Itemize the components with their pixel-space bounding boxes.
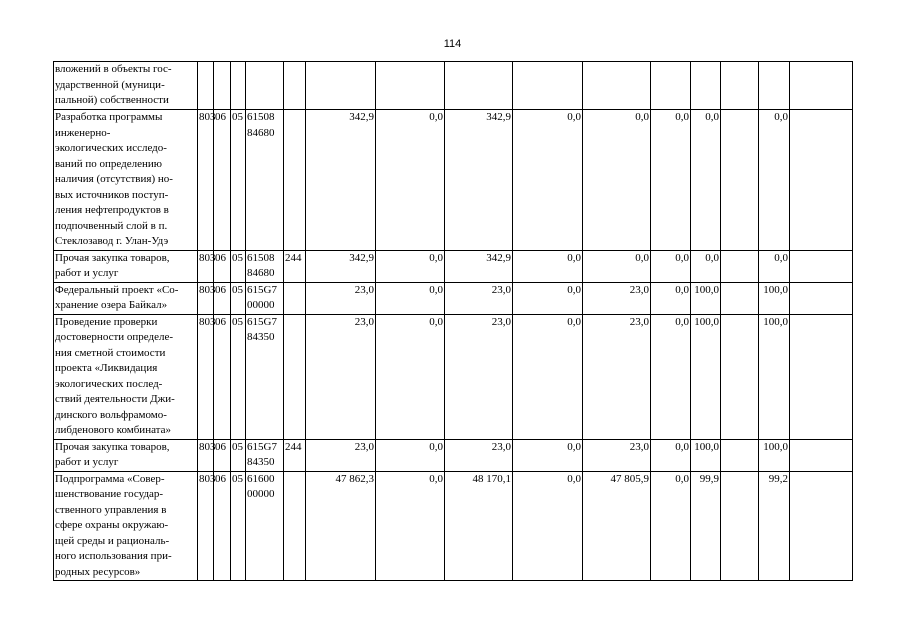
expense-type-cell — [284, 62, 306, 110]
subsection-code-cell: 05 — [231, 110, 246, 251]
value-cell-3 — [445, 62, 513, 110]
row-name-cell: Проведение проверки достоверности определе- ния сметной стоимости проекта «Ликвидация экологических послед- ствий деятельности Джи- динского вольфрамомо- либденового комбината» — [54, 314, 198, 439]
value-cell-7: 0,0 — [691, 250, 721, 282]
value-cell-3: 342,9 — [445, 250, 513, 282]
value-cell-9: 100,0 — [759, 314, 790, 439]
section-code-cell: 06 — [214, 250, 231, 282]
row-name-cell: Федеральный проект «Со- хранение озера Байкал» — [54, 282, 198, 314]
value-cell-7: 0,0 — [691, 110, 721, 251]
target-article-cell: 61508 84680 — [246, 250, 284, 282]
value-cell-3: 342,9 — [445, 110, 513, 251]
section-code-cell: 06 — [214, 314, 231, 439]
ministry-code-cell — [198, 62, 214, 110]
value-cell-3: 23,0 — [445, 314, 513, 439]
row-name-cell: Разработка программы инженерно- экологических исследо- ваний по определению наличия (отсутствия) но- вых источников поступ- ления нефтепродуктов в подпочвенный слой в п. Стеклозавод г. Улан-Удэ — [54, 110, 198, 251]
table-body — [54, 62, 853, 581]
value-cell-1: 23,0 — [306, 282, 376, 314]
value-cell-7: 100,0 — [691, 439, 721, 471]
ministry-code-cell: 803 — [198, 439, 214, 471]
value-cell-6: 0,0 — [651, 439, 691, 471]
value-cell-4: 0,0 — [513, 471, 583, 581]
value-cell-3: 48 170,1 — [445, 471, 513, 581]
value-cell-2: 0,0 — [376, 282, 445, 314]
row-name-cell: Подпрограмма «Совер- шенствование государ- ственного управления в сфере охраны окружаю- щей среды и рациональ- ного использования при- родных ресурсов» — [54, 471, 198, 581]
page-number: 114 — [443, 38, 462, 50]
value-cell-3: 23,0 — [445, 282, 513, 314]
value-cell-8 — [721, 314, 759, 439]
value-cell-8 — [721, 439, 759, 471]
section-code-cell — [214, 62, 231, 110]
value-cell-7: 99,9 — [691, 471, 721, 581]
value-cell-9: 100,0 — [759, 282, 790, 314]
value-cell-2 — [376, 62, 445, 110]
value-cell-5: 23,0 — [583, 439, 651, 471]
table-row — [54, 471, 853, 581]
section-code-cell: 06 — [214, 439, 231, 471]
value-cell-7 — [691, 62, 721, 110]
value-cell-7: 100,0 — [691, 282, 721, 314]
value-cell-6: 0,0 — [651, 314, 691, 439]
value-cell-4: 0,0 — [513, 439, 583, 471]
subsection-code-cell: 05 — [231, 250, 246, 282]
value-cell-1: 342,9 — [306, 250, 376, 282]
target-article-cell: 615G7 00000 — [246, 282, 284, 314]
value-cell-1 — [306, 62, 376, 110]
value-cell-9: 100,0 — [759, 439, 790, 471]
table-row — [54, 62, 853, 110]
value-cell-3: 23,0 — [445, 439, 513, 471]
value-cell-4: 0,0 — [513, 314, 583, 439]
table-row — [54, 110, 853, 251]
value-cell-2: 0,0 — [376, 439, 445, 471]
expense-type-cell — [284, 314, 306, 439]
value-cell-2: 0,0 — [376, 110, 445, 251]
table-row — [54, 439, 853, 471]
table-row — [54, 314, 853, 439]
value-cell-2: 0,0 — [376, 471, 445, 581]
budget-table — [53, 61, 853, 581]
value-cell-6: 0,0 — [651, 471, 691, 581]
target-article-cell: 615G7 84350 — [246, 314, 284, 439]
value-cell-10 — [790, 250, 853, 282]
value-cell-5 — [583, 62, 651, 110]
table-row — [54, 250, 853, 282]
value-cell-8 — [721, 110, 759, 251]
target-article-cell — [246, 62, 284, 110]
value-cell-10 — [790, 439, 853, 471]
section-code-cell: 06 — [214, 110, 231, 251]
value-cell-10 — [790, 471, 853, 581]
value-cell-8 — [721, 282, 759, 314]
value-cell-9: 0,0 — [759, 110, 790, 251]
value-cell-6 — [651, 62, 691, 110]
value-cell-5: 0,0 — [583, 110, 651, 251]
value-cell-8 — [721, 250, 759, 282]
value-cell-10 — [790, 110, 853, 251]
table-row — [54, 282, 853, 314]
expense-type-cell — [284, 282, 306, 314]
ministry-code-cell: 803 — [198, 314, 214, 439]
value-cell-2: 0,0 — [376, 314, 445, 439]
subsection-code-cell — [231, 62, 246, 110]
ministry-code-cell: 803 — [198, 250, 214, 282]
ministry-code-cell: 803 — [198, 282, 214, 314]
expense-type-cell — [284, 110, 306, 251]
value-cell-4: 0,0 — [513, 250, 583, 282]
expense-type-cell: 244 — [284, 250, 306, 282]
value-cell-6: 0,0 — [651, 282, 691, 314]
value-cell-5: 23,0 — [583, 314, 651, 439]
section-code-cell: 06 — [214, 471, 231, 581]
ministry-code-cell: 803 — [198, 471, 214, 581]
value-cell-4 — [513, 62, 583, 110]
value-cell-4: 0,0 — [513, 110, 583, 251]
value-cell-1: 47 862,3 — [306, 471, 376, 581]
value-cell-4: 0,0 — [513, 282, 583, 314]
value-cell-6: 0,0 — [651, 250, 691, 282]
value-cell-9: 0,0 — [759, 250, 790, 282]
value-cell-5: 23,0 — [583, 282, 651, 314]
value-cell-2: 0,0 — [376, 250, 445, 282]
value-cell-5: 0,0 — [583, 250, 651, 282]
value-cell-8 — [721, 471, 759, 581]
value-cell-10 — [790, 282, 853, 314]
expense-type-cell — [284, 471, 306, 581]
target-article-cell: 61508 84680 — [246, 110, 284, 251]
value-cell-9: 99,2 — [759, 471, 790, 581]
row-name-cell: Прочая закупка товаров, работ и услуг — [54, 439, 198, 471]
ministry-code-cell: 803 — [198, 110, 214, 251]
value-cell-5: 47 805,9 — [583, 471, 651, 581]
value-cell-10 — [790, 314, 853, 439]
target-article-cell: 615G7 84350 — [246, 439, 284, 471]
target-article-cell: 61600 00000 — [246, 471, 284, 581]
expense-type-cell: 244 — [284, 439, 306, 471]
subsection-code-cell: 05 — [231, 439, 246, 471]
subsection-code-cell: 05 — [231, 471, 246, 581]
value-cell-8 — [721, 62, 759, 110]
section-code-cell: 06 — [214, 282, 231, 314]
row-name-cell: Прочая закупка товаров, работ и услуг — [54, 250, 198, 282]
value-cell-1: 23,0 — [306, 439, 376, 471]
value-cell-1: 23,0 — [306, 314, 376, 439]
subsection-code-cell: 05 — [231, 314, 246, 439]
value-cell-6: 0,0 — [651, 110, 691, 251]
row-name-cell: вложений в объекты гос- ударственной (муници- пальной) собственности — [54, 62, 198, 110]
value-cell-7: 100,0 — [691, 314, 721, 439]
value-cell-10 — [790, 62, 853, 110]
value-cell-9 — [759, 62, 790, 110]
subsection-code-cell: 05 — [231, 282, 246, 314]
value-cell-1: 342,9 — [306, 110, 376, 251]
